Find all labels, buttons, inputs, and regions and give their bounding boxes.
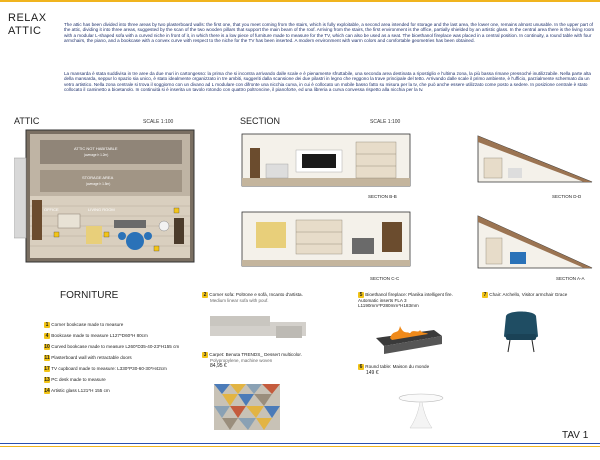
item-number: 5 xyxy=(359,292,363,298)
bottom-rule-orange xyxy=(0,446,600,447)
description-italian: La mansarda è stata suddivisa in tre aree da due muri in cartongesso: la prima che si incontra arrivando dalle scale e è pienamente sfruttabile, una seconda area destinata a ripostiglio e l'ultima zona, la più bassa rimane pressoché inutilizzabile. Nella parte alta della mansarda, seppur lo spazio sia unico, è stato idealmente organizzato in tre ambiti, suggeriti dalla scansione dei due pilastri in legno che reggono la trave principale del tetto. Arrivando dalle scale il primo ambiente, è l'ufficio, parzialmente schermato da un vetro artistico. Nella zona centrale si trova il soggiorno con un divano ad L modulare con difronte una nicchia curva, in cui è collocato un mobile basso fatto su misura per la tv, che può anche essere utilizzato come posto a sedere. In posizione centrale è stato collocato il caminetto a bioetanolo. In continuità si è inserita un tavolo rotondo con quattro poltroncine, il pianoforte, ed una libreria a curva convessa rispetto alla nicchia per la tv. xyxy=(64,71,591,93)
legend-row xyxy=(44,322,194,328)
furniture-item-sofa xyxy=(202,292,322,303)
furniture-item-chair xyxy=(482,292,592,298)
section-b-b-drawing xyxy=(236,128,416,190)
legend-text: Bookcase made to measure L127*D60*H 80cm xyxy=(51,333,148,338)
legend-text: Curved bookcase made to measure L260*D35-40-23*H155 cm xyxy=(51,344,180,349)
plan-title: ATTIC xyxy=(14,116,40,126)
section-b-b-label: SECTION B-B xyxy=(368,194,397,199)
section-c-c-label: SECTION C-C xyxy=(370,276,400,281)
plan-sublabel-storage: (average h 1.5m) xyxy=(86,182,111,186)
legend-text: Plasterboard wall with retractable doors xyxy=(51,355,132,360)
item-title: Chair: Archello, Visitor armchair Grace xyxy=(489,292,568,297)
fireplace-image xyxy=(372,322,446,358)
sofa-image xyxy=(206,312,310,344)
item-subtitle: Medium linear sofa with pouf. xyxy=(210,298,269,303)
bottom-rule-blue xyxy=(0,443,600,444)
attic-floor-plan xyxy=(14,128,214,268)
furniture-item-table xyxy=(358,364,458,376)
legend-row xyxy=(44,377,194,383)
section-a-a-label: SECTION A-A xyxy=(556,276,585,281)
furniture-title: FORNITURE xyxy=(60,290,119,301)
legend-row xyxy=(44,344,194,350)
plan-label-attic: ATTIC NOT HABITABLE xyxy=(74,146,118,151)
item-subtitle: Polypropylene, machine woven xyxy=(210,358,273,363)
description-english: The attic has been divided into three areas by two plasterboard walls: the first one, that you meet coming from the stairs, which is fully exploitable, a second area intended for storage and the last area, the lower one, remains almost unusable. In the upper part of the attic, dividing it into three areas, suggested by the scan of the two wooden pillars that support the main beam of the roof. Arriving from the stairs, the first environment is the office, partially shielded by an artistic glass. In the central area there is the living room with a modular L-shaped sofa with a curved niche in front of it, in which there is a low piece of furniture made to measure for the TV, which can also be used as a seat. The bioethanol fireplace was placed in a central position. In continuity, a round table with four armchairs, the piano, and a bookcase with a convex curve with respect to the niche for the TV has been inserted. A modern environment with warm colors and comfortable geometries has been obtained. xyxy=(64,22,595,44)
item-number: 7 xyxy=(483,292,487,298)
legend-text: TV cupboard made to measure: L330*P30-60-30*H42cm xyxy=(51,366,167,371)
table-image xyxy=(396,392,446,432)
item-title: Bioethanol fireplace: Planika intelligent fire. Automatic inserts FLA 3 L1190mm*P280mm*H183mm xyxy=(358,292,453,309)
legend-number: 4 xyxy=(45,333,49,339)
legend-row xyxy=(44,355,194,361)
legend-row xyxy=(44,333,194,339)
furniture-item-fireplace xyxy=(358,292,468,308)
legend-text: PC desk made to measure xyxy=(51,377,106,382)
section-c-c-drawing xyxy=(236,202,416,272)
page-title xyxy=(8,12,47,38)
legend-number: 10 xyxy=(44,344,50,350)
furniture-legend xyxy=(44,322,194,394)
item-price: 84,95 € xyxy=(210,363,227,369)
legend-row xyxy=(44,366,194,372)
section-scale: SCALE 1:100 xyxy=(370,119,401,125)
plan-scale: SCALE 1:100 xyxy=(143,119,174,125)
legend-number: 14 xyxy=(44,388,50,394)
item-number: 3 xyxy=(203,352,207,358)
item-number: 2 xyxy=(203,292,207,298)
plan-label-living: LIVING ROOM xyxy=(88,207,115,212)
section-a-a-drawing xyxy=(474,208,596,272)
legend-row xyxy=(44,388,194,394)
title-line-2: ATTIC xyxy=(8,25,42,37)
top-accent-rule xyxy=(0,0,600,2)
legend-text: Artistic glass L121*H 155 cm xyxy=(51,388,110,393)
plan-sublabel-attic: (average h 1.2m) xyxy=(84,153,109,157)
chair-image xyxy=(500,310,542,354)
title-line-1: RELAX xyxy=(8,12,47,24)
carpet-image xyxy=(214,384,280,430)
legend-number: 13 xyxy=(44,377,50,383)
sheet-number: TAV 1 xyxy=(562,430,589,441)
section-title: SECTION xyxy=(240,116,281,126)
legend-text: Corner bookcase made to measure xyxy=(51,322,124,327)
plan-label-storage: STORAGE AREA xyxy=(82,175,114,180)
legend-number: 1 xyxy=(45,322,49,328)
section-d-d-drawing xyxy=(474,128,596,186)
furniture-item-carpet xyxy=(202,352,322,369)
legend-number: 17 xyxy=(44,366,50,372)
item-title: Round table: Maison du monde xyxy=(365,364,430,369)
plan-label-office: OFFICE xyxy=(44,207,59,212)
item-price: 149 € xyxy=(366,370,379,376)
legend-number: 11 xyxy=(44,355,50,361)
item-title: Corner sofa: Poltrone e sofà, Incanto d'artista. xyxy=(209,292,303,297)
item-number: 6 xyxy=(359,364,363,370)
item-title: Carpet: Benuta TRENDS_ Dessert multicolor. xyxy=(209,352,302,357)
section-d-d-label: SECTION D-D xyxy=(552,194,582,199)
